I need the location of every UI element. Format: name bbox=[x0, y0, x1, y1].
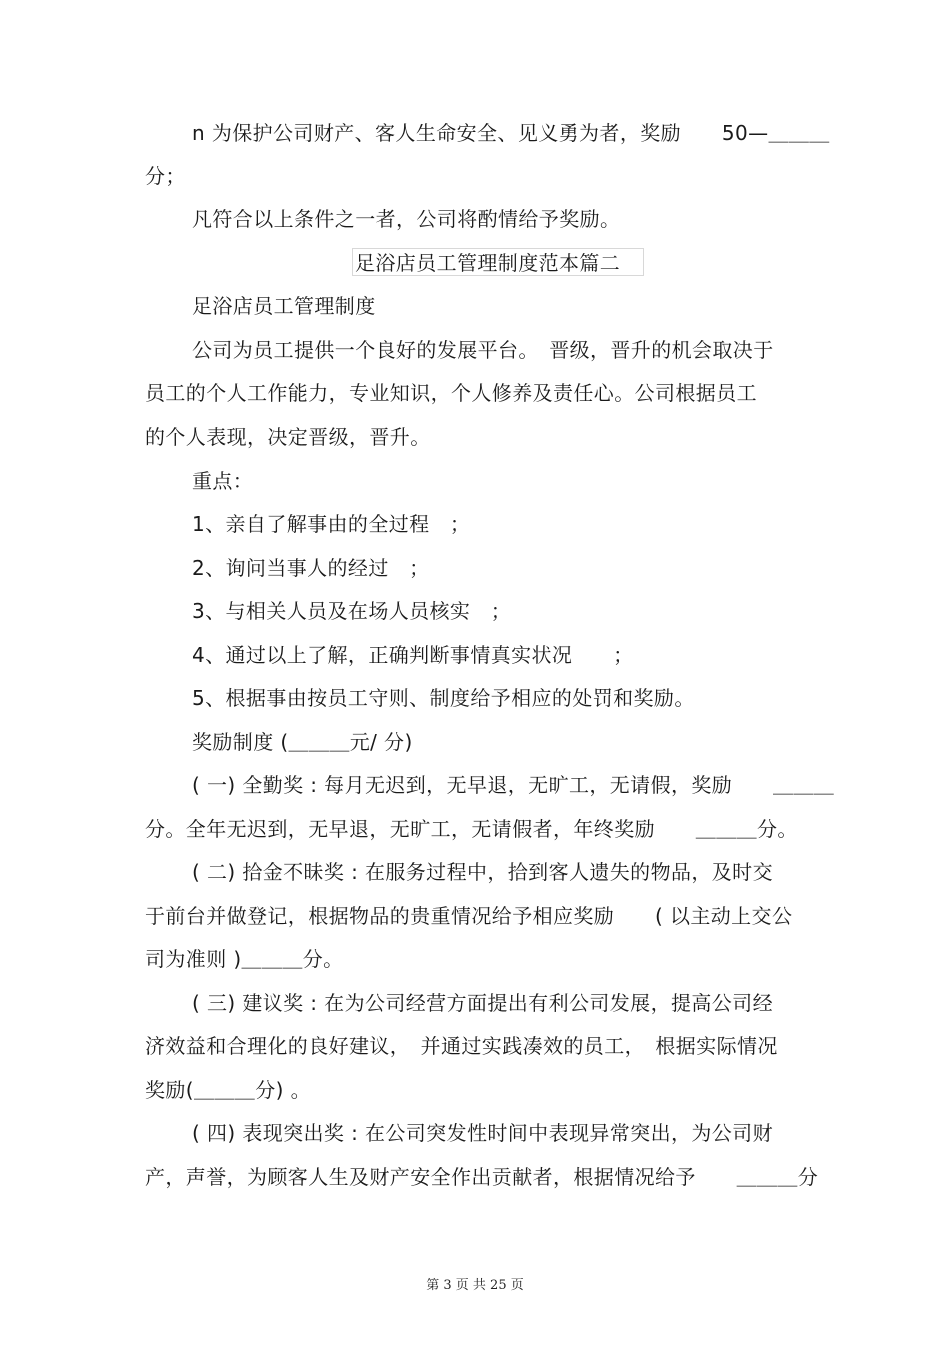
section-title: 足浴店员工管理制度范本篇二 bbox=[355, 251, 621, 275]
list-item: 3、与相关人员及在场人员核实 ； bbox=[192, 599, 512, 623]
list-item: 2、询问当事人的经过 ； bbox=[192, 556, 430, 580]
list-item: 1、亲自了解事由的全过程 ； bbox=[192, 512, 471, 536]
text-line: 产，声誉，为顾客人生及财产安全作出贡献者，根据情况给予 ＿＿＿分 bbox=[145, 1165, 819, 1189]
text-line: 的个人表现，决定晋级，晋升。 bbox=[145, 425, 431, 449]
text-line: ( 一) 全勤奖 : 每月无迟到，无早退，无旷工，无请假，奖励 ＿＿＿ bbox=[192, 773, 835, 797]
text-line: 重点： bbox=[192, 469, 254, 493]
text-line: 分。全年无迟到，无早退，无旷工，无请假者，年终奖励 ＿＿＿分。 bbox=[145, 817, 798, 841]
text-line: 奖励(＿＿＿分) 。 bbox=[145, 1078, 311, 1102]
text-line: 济效益和合理化的良好建议， 并通过实践凑效的员工， 根据实际情况 bbox=[145, 1034, 778, 1058]
heading: 足浴店员工管理制度 bbox=[192, 294, 376, 318]
list-item: 4、通过以上了解，正确判断事情真实状况 ； bbox=[192, 643, 634, 667]
text-line: n 为保护公司财产、客人生命安全、见义勇为者，奖励 50—＿＿＿ bbox=[192, 121, 830, 145]
text-line: ( 四) 表现突出奖 : 在公司突发性时间中表现异常突出，为公司财 bbox=[192, 1121, 773, 1145]
text-line: 公司为员工提供一个良好的发展平台。 晋级，晋升的机会取决于 bbox=[192, 338, 774, 362]
text-line: 于前台并做登记，根据物品的贵重情况给予相应奖励 ( 以主动上交公 bbox=[145, 904, 793, 928]
text-line: 分； bbox=[145, 164, 186, 188]
text-line: 员工的个人工作能力，专业知识，个人修养及责任心。公司根据员工 bbox=[145, 381, 757, 405]
list-item: 5、根据事由按员工守则、制度给予相应的处罚和奖励。 bbox=[192, 686, 695, 710]
page-footer: 第 3 页 共 25 页 bbox=[426, 1278, 524, 1293]
text-line: ( 二) 拾金不昧奖 : 在服务过程中，拾到客人遗失的物品，及时交 bbox=[192, 860, 773, 884]
text-line: 司为准则 )＿＿＿分。 bbox=[145, 947, 344, 971]
text-line: 凡符合以上条件之一者，公司将酌情给予奖励。 bbox=[192, 207, 621, 231]
text-line: ( 三) 建议奖 : 在为公司经营方面提出有利公司发展，提高公司经 bbox=[192, 991, 773, 1015]
text-line: 奖励制度 (＿＿＿元/ 分) bbox=[192, 730, 413, 754]
